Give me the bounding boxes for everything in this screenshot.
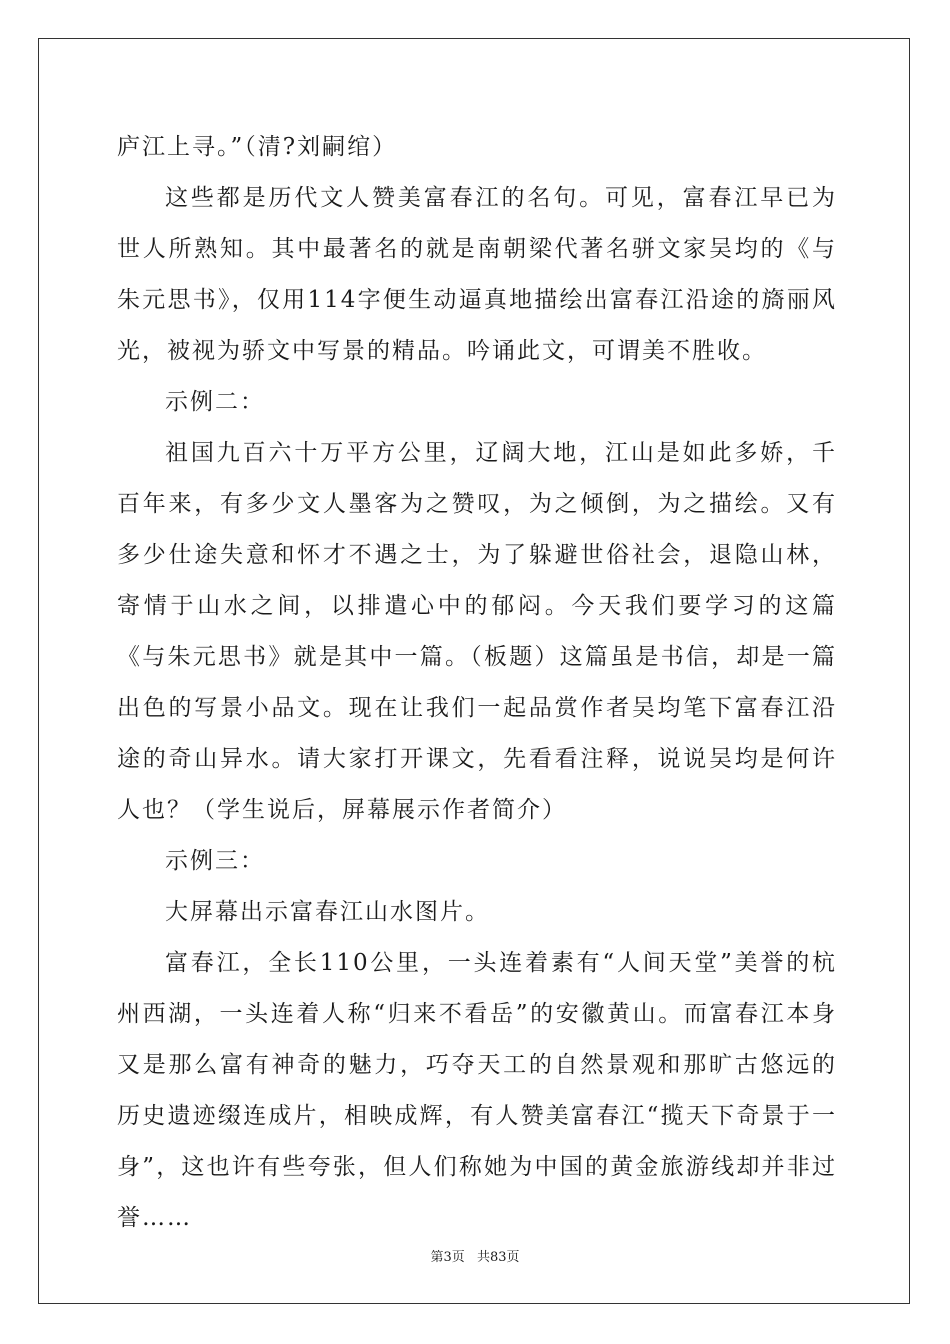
- example-2-heading: 示例二：: [165, 389, 265, 415]
- page-footer: [0, 1246, 950, 1265]
- paragraph-3: 祖国九百六十万平方公里，辽阔大地，江山是如此多娇，千百年来，有多少文人墨客为之赞叹，为之倾倒，为之描绘。又有多少仕途失意和怀才不遇之士，为了躲避世俗社会，退隐山林，寄情于山水之间，以排遣心中的郁闷。今天我们要学习的这篇《与朱元思书》就是其中一篇。（板题）这篇虽是书信，却是一篇出色的写景小品文。现在让我们一起品赏作者吴均笔下富春江沿途的奇山异水。请大家打开课文，先看看注释，说说吴均是何许人也？（学生说后，屏幕展示作者简介）: [117, 440, 837, 823]
- paragraph-1: 庐江上寻。”（清?刘嗣绾）: [117, 134, 398, 160]
- paragraph-5: 富春江，全长110公里，一头连着素有“人间天堂”美誉的杭州西湖，一头连着人称“归来不看岳”的安徽黄山。而富春江本身又是那么富有神奇的魅力，巧夺天工的自然景观和那旷古悠远的历史遗迹缀连成片，相映成辉，有人赞美富春江“揽天下奇景于一身”，这也许有些夸张，但人们称她为中国的黄金旅游线却并非过誉……: [117, 950, 837, 1231]
- page-number: 第3页: [430, 1250, 465, 1265]
- example-3-heading: 示例三：: [165, 848, 265, 874]
- document-body: [117, 122, 837, 1244]
- paragraph-2: 这些都是历代文人赞美富春江的名句。可见，富春江早已为世人所熟知。其中最著名的就是南朝梁代著名骈文家吴均的《与朱元思书》，仅用114字便生动逼真地描绘出富春江沿途的旖丽风光，被视为骄文中写景的精品。吟诵此文，可谓美不胜收。: [117, 185, 837, 364]
- paragraph-4: 大屏幕出示富春江山水图片。: [165, 899, 490, 925]
- total-pages: 共83页: [476, 1250, 520, 1265]
